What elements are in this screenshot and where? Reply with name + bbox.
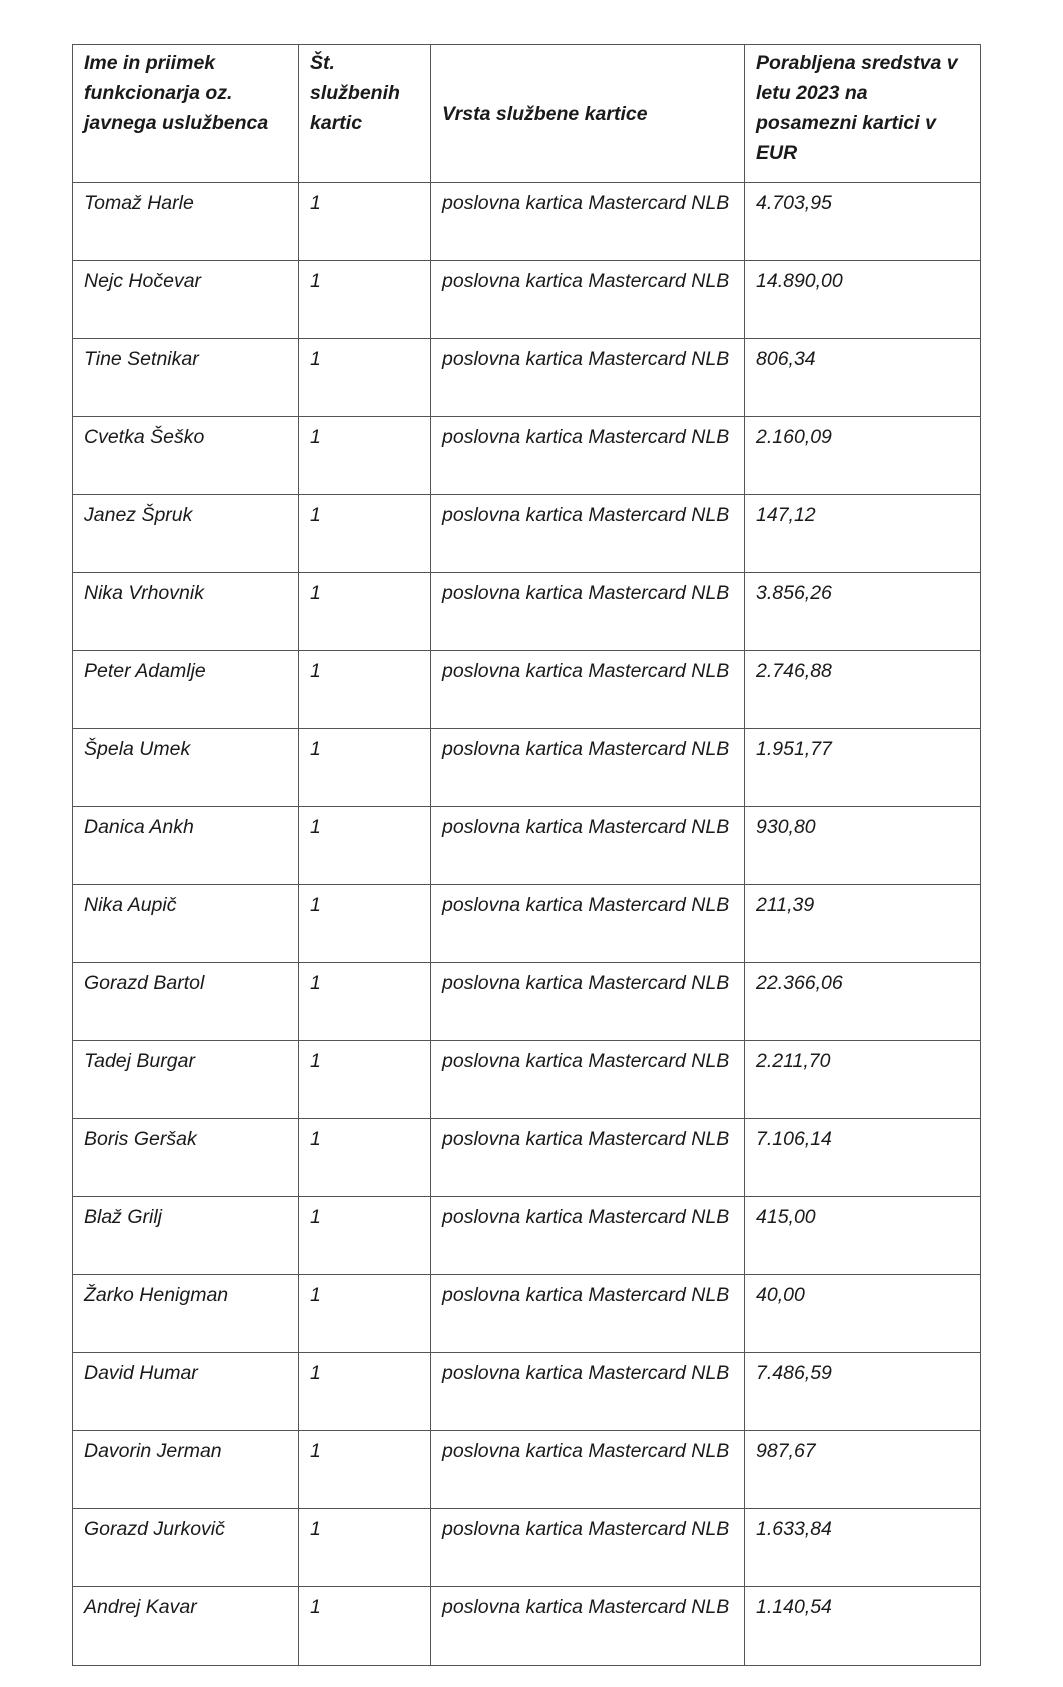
cell-count: 1: [299, 1197, 431, 1275]
cell-spent: 40,00: [745, 1275, 981, 1353]
cell-spent: 1.140,54: [745, 1587, 981, 1666]
cell-count: 1: [299, 1119, 431, 1197]
cell-count: 1: [299, 339, 431, 417]
cell-name: Boris Geršak: [73, 1119, 299, 1197]
cell-spent: 22.366,06: [745, 963, 981, 1041]
cell-card-type: poslovna kartica Mastercard NLB: [431, 417, 745, 495]
cell-spent: 987,67: [745, 1431, 981, 1509]
cell-name: Špela Umek: [73, 729, 299, 807]
cell-count: 1: [299, 1509, 431, 1587]
table-row: [73, 651, 981, 729]
cell-spent: 415,00: [745, 1197, 981, 1275]
table-row: [73, 1197, 981, 1275]
cell-count: 1: [299, 261, 431, 339]
cell-card-type: poslovna kartica Mastercard NLB: [431, 495, 745, 573]
table-row: [73, 183, 981, 261]
cell-name: Tomaž Harle: [73, 183, 299, 261]
cell-card-type: poslovna kartica Mastercard NLB: [431, 1431, 745, 1509]
cell-count: 1: [299, 1041, 431, 1119]
cell-spent: 14.890,00: [745, 261, 981, 339]
cell-name: Cvetka Šeško: [73, 417, 299, 495]
cell-name: Davorin Jerman: [73, 1431, 299, 1509]
cell-name: Tine Setnikar: [73, 339, 299, 417]
cell-card-type: poslovna kartica Mastercard NLB: [431, 1119, 745, 1197]
cell-count: 1: [299, 495, 431, 573]
table-row: [73, 1275, 981, 1353]
cell-count: 1: [299, 1587, 431, 1666]
cell-count: 1: [299, 183, 431, 261]
cell-spent: 1.633,84: [745, 1509, 981, 1587]
cell-name: Gorazd Jurkovič: [73, 1509, 299, 1587]
table-row: [73, 963, 981, 1041]
cell-count: 1: [299, 807, 431, 885]
table-row: [73, 495, 981, 573]
cell-spent: 3.856,26: [745, 573, 981, 651]
cell-name: Nejc Hočevar: [73, 261, 299, 339]
cell-card-type: poslovna kartica Mastercard NLB: [431, 963, 745, 1041]
cell-card-type: poslovna kartica Mastercard NLB: [431, 807, 745, 885]
table-row: [73, 807, 981, 885]
cell-count: 1: [299, 885, 431, 963]
table-row: [73, 885, 981, 963]
cell-name: Andrej Kavar: [73, 1587, 299, 1666]
cell-name: David Humar: [73, 1353, 299, 1431]
cell-card-type: poslovna kartica Mastercard NLB: [431, 885, 745, 963]
table-header: [73, 45, 981, 183]
header-spent: Porabljena sredstva v letu 2023 na posamezni kartici v EUR: [745, 45, 981, 183]
cell-name: Žarko Henigman: [73, 1275, 299, 1353]
cell-card-type: poslovna kartica Mastercard NLB: [431, 573, 745, 651]
cell-spent: 2.211,70: [745, 1041, 981, 1119]
cell-spent: 930,80: [745, 807, 981, 885]
header-count: Št. službenih kartic: [299, 45, 431, 183]
table-row: [73, 1431, 981, 1509]
cell-name: Danica Ankh: [73, 807, 299, 885]
cell-count: 1: [299, 1275, 431, 1353]
cell-name: Blaž Grilj: [73, 1197, 299, 1275]
cell-spent: 211,39: [745, 885, 981, 963]
header-name: Ime in priimek funkcionarja oz. javnega uslužbenca: [73, 45, 299, 183]
cell-spent: 1.951,77: [745, 729, 981, 807]
cell-count: 1: [299, 573, 431, 651]
table-row: [73, 1353, 981, 1431]
cell-card-type: poslovna kartica Mastercard NLB: [431, 1587, 745, 1666]
cell-spent: 2.160,09: [745, 417, 981, 495]
cell-count: 1: [299, 729, 431, 807]
cell-spent: 147,12: [745, 495, 981, 573]
business-cards-table: [72, 44, 981, 1666]
table-row: [73, 417, 981, 495]
table-row: [73, 1509, 981, 1587]
cell-name: Janez Špruk: [73, 495, 299, 573]
header-card-type: Vrsta službene kartice: [431, 45, 745, 183]
table-row: [73, 573, 981, 651]
cell-card-type: poslovna kartica Mastercard NLB: [431, 729, 745, 807]
table-row: [73, 729, 981, 807]
cell-name: Nika Aupič: [73, 885, 299, 963]
cell-name: Gorazd Bartol: [73, 963, 299, 1041]
cell-count: 1: [299, 1353, 431, 1431]
cell-count: 1: [299, 651, 431, 729]
header-row: [73, 45, 981, 183]
table-row: [73, 1119, 981, 1197]
cell-card-type: poslovna kartica Mastercard NLB: [431, 1509, 745, 1587]
cell-name: Nika Vrhovnik: [73, 573, 299, 651]
cell-card-type: poslovna kartica Mastercard NLB: [431, 651, 745, 729]
cell-spent: 4.703,95: [745, 183, 981, 261]
cell-count: 1: [299, 1431, 431, 1509]
cell-card-type: poslovna kartica Mastercard NLB: [431, 183, 745, 261]
cell-card-type: poslovna kartica Mastercard NLB: [431, 1197, 745, 1275]
table-row: [73, 1041, 981, 1119]
cell-spent: 806,34: [745, 339, 981, 417]
cell-card-type: poslovna kartica Mastercard NLB: [431, 261, 745, 339]
cell-spent: 7.486,59: [745, 1353, 981, 1431]
cell-card-type: poslovna kartica Mastercard NLB: [431, 1275, 745, 1353]
cell-count: 1: [299, 417, 431, 495]
table-body: [73, 183, 981, 1666]
cell-count: 1: [299, 963, 431, 1041]
table-row: [73, 1587, 981, 1666]
table-row: [73, 261, 981, 339]
cell-name: Tadej Burgar: [73, 1041, 299, 1119]
cell-spent: 7.106,14: [745, 1119, 981, 1197]
cell-name: Peter Adamlje: [73, 651, 299, 729]
cell-card-type: poslovna kartica Mastercard NLB: [431, 1353, 745, 1431]
table-row: [73, 339, 981, 417]
cell-card-type: poslovna kartica Mastercard NLB: [431, 1041, 745, 1119]
cell-card-type: poslovna kartica Mastercard NLB: [431, 339, 745, 417]
cell-spent: 2.746,88: [745, 651, 981, 729]
